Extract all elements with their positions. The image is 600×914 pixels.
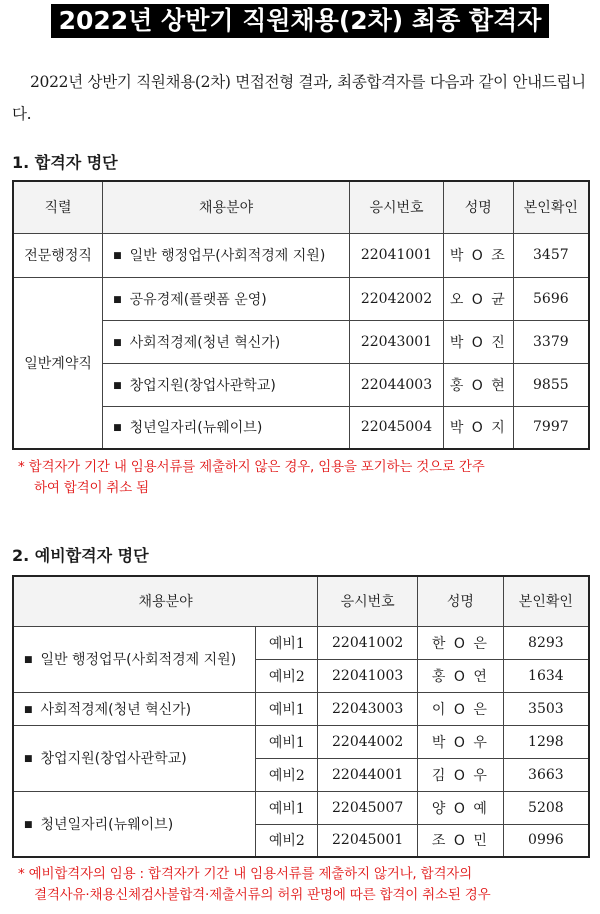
intro-text: 2022년 상반기 직원채용(2차) 면접전형 결과, 최종합격자를 다음과 같이 안내드립니다. — [12, 73, 586, 123]
final-pass-table — [12, 180, 590, 450]
field-label: 사회적경제(청년 혁신가) — [129, 334, 281, 351]
table-row — [13, 692, 589, 725]
rank-cell: 예비1 — [256, 626, 318, 659]
field-label: 창업지원(창업사관학교) — [129, 377, 276, 394]
name-cell: 이 O 은 — [418, 692, 504, 725]
note-line-2: 하여 합격이 취소 됨 — [34, 480, 150, 496]
name-cell: 양 O 예 — [418, 791, 504, 824]
field-cell — [13, 626, 256, 692]
number-cell: 22044003 — [350, 363, 444, 406]
bullet-icon: ■ — [113, 251, 122, 261]
category-cell: 일반계약직 — [13, 277, 103, 449]
name-cell: 박 O 우 — [418, 725, 504, 758]
bullet-icon: ■ — [24, 655, 33, 665]
field-label: 일반 행정업무(사회적경제 지원) — [129, 248, 326, 264]
header-number: 응시번호 — [350, 181, 444, 233]
table-row — [13, 725, 589, 758]
name-cell: 홍 O 현 — [443, 363, 513, 406]
check-cell: 5208 — [503, 791, 589, 824]
name-cell: 김 O 우 — [418, 758, 504, 791]
check-cell: 0996 — [503, 824, 589, 857]
check-cell: 3503 — [503, 692, 589, 725]
field-cell — [103, 233, 350, 277]
check-cell: 3663 — [503, 758, 589, 791]
field-cell — [13, 791, 256, 857]
table-row — [13, 233, 589, 277]
check-cell: 1634 — [503, 659, 589, 692]
bullet-icon: ■ — [24, 754, 33, 764]
name-cell: 홍 O 연 — [418, 659, 504, 692]
header-field: 채용분야 — [103, 181, 350, 233]
note-line-2: 결격사유·채용신체검사불합격·제출서류의 허위 판명에 따른 합격이 취소된 경우 — [34, 887, 491, 903]
bullet-icon: ■ — [113, 380, 122, 391]
section1-note — [18, 457, 485, 499]
header-number: 응시번호 — [318, 576, 418, 626]
table-row — [13, 277, 589, 320]
number-cell: 22043001 — [350, 320, 444, 363]
bullet-icon: ■ — [113, 294, 122, 305]
field-cell — [103, 363, 350, 406]
name-cell: 한 O 은 — [418, 626, 504, 659]
check-cell: 8293 — [503, 626, 589, 659]
number-cell: 22042002 — [350, 277, 444, 320]
field-cell — [13, 725, 256, 791]
header-category: 직렬 — [13, 181, 103, 233]
name-cell: 박 O 조 — [443, 233, 513, 277]
number-cell: 22044001 — [318, 758, 418, 791]
field-label: 청년일자리(뉴웨이브) — [129, 420, 263, 437]
field-label: 공유경제(플랫폼 운영) — [129, 291, 267, 308]
section2-heading: 2. 예비합격자 명단 — [12, 546, 149, 565]
check-cell: 3457 — [513, 233, 589, 277]
rank-cell: 예비1 — [256, 692, 318, 725]
check-cell: 1298 — [503, 725, 589, 758]
bullet-icon: ■ — [113, 423, 122, 434]
title-bar — [0, 4, 600, 38]
header-check: 본인확인 — [513, 181, 589, 233]
bullet-icon: ■ — [24, 819, 33, 830]
name-cell: 오 O 균 — [443, 277, 513, 320]
rank-cell: 예비2 — [256, 758, 318, 791]
reserve-pass-table — [12, 575, 590, 858]
check-cell: 3379 — [513, 320, 589, 363]
name-cell: 조 O 민 — [418, 824, 504, 857]
number-cell: 22045007 — [318, 791, 418, 824]
number-cell: 22045004 — [350, 406, 444, 449]
number-cell: 22041002 — [318, 626, 418, 659]
field-cell — [103, 406, 350, 449]
table-row — [13, 791, 589, 824]
header-name: 성명 — [418, 576, 504, 626]
note-line-1: * 예비합격자의 임용 : 합격자가 기간 내 임용서류를 제출하지 않거나, 합격자의 — [18, 866, 472, 882]
bullet-icon: ■ — [24, 704, 33, 715]
name-cell: 박 O 진 — [443, 320, 513, 363]
number-cell: 22041001 — [350, 233, 444, 277]
field-label: 창업지원(창업사관학교) — [40, 751, 187, 767]
field-cell — [103, 320, 350, 363]
page-title: 2022년 상반기 직원채용(2차) 최종 합격자 — [51, 4, 550, 38]
header-check: 본인확인 — [503, 576, 589, 626]
section1-heading: 1. 합격자 명단 — [12, 153, 118, 172]
name-cell: 박 O 지 — [443, 406, 513, 449]
table-row — [13, 626, 589, 659]
check-cell: 7997 — [513, 406, 589, 449]
section2-note — [18, 864, 490, 906]
field-label: 사회적경제(청년 혁신가) — [40, 701, 192, 718]
field-label: 청년일자리(뉴웨이브) — [40, 816, 174, 833]
number-cell: 22044002 — [318, 725, 418, 758]
table-header-row — [13, 181, 589, 233]
bullet-icon: ■ — [113, 337, 122, 348]
rank-cell: 예비1 — [256, 725, 318, 758]
note-line-1: * 합격자가 기간 내 임용서류를 제출하지 않은 경우, 임용을 포기하는 것으로 간주 — [18, 459, 485, 475]
table-header-row — [13, 576, 589, 626]
header-name: 성명 — [443, 181, 513, 233]
field-cell — [103, 277, 350, 320]
field-cell — [13, 692, 256, 725]
field-label: 일반 행정업무(사회적경제 지원) — [40, 652, 237, 668]
rank-cell: 예비1 — [256, 791, 318, 824]
check-cell: 9855 — [513, 363, 589, 406]
number-cell: 22045001 — [318, 824, 418, 857]
check-cell: 5696 — [513, 277, 589, 320]
rank-cell: 예비2 — [256, 824, 318, 857]
number-cell: 22041003 — [318, 659, 418, 692]
category-cell: 전문행정직 — [13, 233, 103, 277]
rank-cell: 예비2 — [256, 659, 318, 692]
header-field: 채용분야 — [13, 576, 318, 626]
number-cell: 22043003 — [318, 692, 418, 725]
